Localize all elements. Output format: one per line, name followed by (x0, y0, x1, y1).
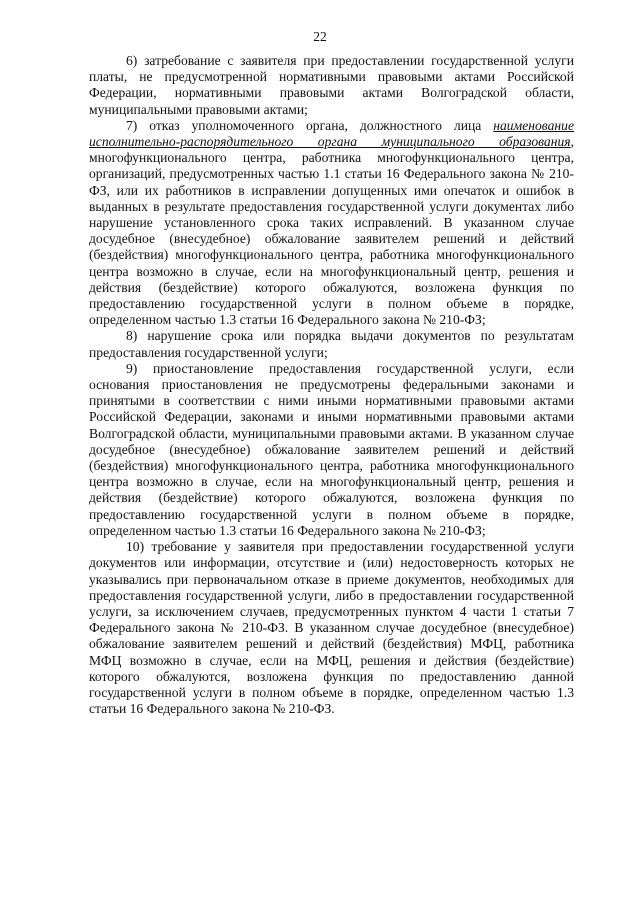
page-number: 22 (313, 29, 327, 44)
paragraph-item-10: 10) требование у заявителя при предоставлении государственной услуги документов или информации, отсутствие и (или) недостоверность которых не указывались при первоначальном отказе в приеме документов, необходимых для предоставления государственной услуги, либо в предоставлении государственной услуги, за исключением случаев, предусмотренных пунктом 4 части 1 статьи 7 Федерального закона № 210-ФЗ. В указанном случае досудебное (внесудебное) обжалование заявителем решений и действий (бездействия) МФЦ, работника МФЦ возможно в случае, если на МФЦ, решения и действия (бездействие) которого обжалуются, возложена функция по предоставлению данной государственной услуги в полном объеме в порядке, определенном частью 1.3 статьи 16 Федерального закона № 210-ФЗ. (89, 539, 574, 717)
paragraph-item-8: 8) нарушение срока или порядка выдачи документов по результатам предоставления государственной услуги; (89, 328, 574, 360)
paragraph-item-7-start: 7) отказ уполномоченного органа, должностного лица (126, 117, 494, 133)
placeholder-authority-name: наименование исполнительно-распорядительного органа муниципального образования (89, 117, 574, 150)
paragraph-item-7 (89, 118, 574, 329)
document-body (89, 53, 574, 717)
paragraph-item-6: 6) затребование с заявителя при предоставлении государственной услуги платы, не предусмотренной нормативными правовыми актами Российской Федерации, нормативными правовыми актами Волгоградской области, муниципальными правовыми актами; (89, 53, 574, 117)
paragraph-item-9: 9) приостановление предоставления государственной услуги, если основания приостановления не предусмотрены федеральными законами и принятыми в соответствии с ними иными нормативными правовыми актами Российской Федерации, законами и иными нормативными правовыми актами Волгоградской области, муниципальными правовыми актами. В указанном случае досудебное (внесудебное) обжалование заявителем решений и действий (бездействия) многофункционального центра, работника многофункционального центра возможно в случае, если на многофункциональный центр, решения и действия (бездействие) которого обжалуются, возложена функция по предоставлению государственной услуги в полном объеме в порядке, определенном частью 1.3 статьи 16 Федерального закона № 210-ФЗ; (89, 360, 574, 538)
paragraph-item-7-rest: , многофункционального центра, работника многофункционального центра, организаций, предусмотренных частью 1.1 статьи 16 Федерального закона № 210-ФЗ, или их работников в исправлении допущенных ими опечаток и ошибок в выданных в результате предоставления государственной услуги документах либо нарушение установленного срока таких исправлений. В указанном случае досудебное (внесудебное) обжалование заявителем решений и действий (бездействия) многофункционального центра, работника многофункционального центра возможно в случае, если на многофункциональный центр, решения и действия (бездействие) которого обжалуются, возложена функция по предоставлению государственной услуги в полном объеме в порядке, определенном частью 1.3 статьи 16 Федерального закона № 210-ФЗ; (89, 134, 574, 328)
